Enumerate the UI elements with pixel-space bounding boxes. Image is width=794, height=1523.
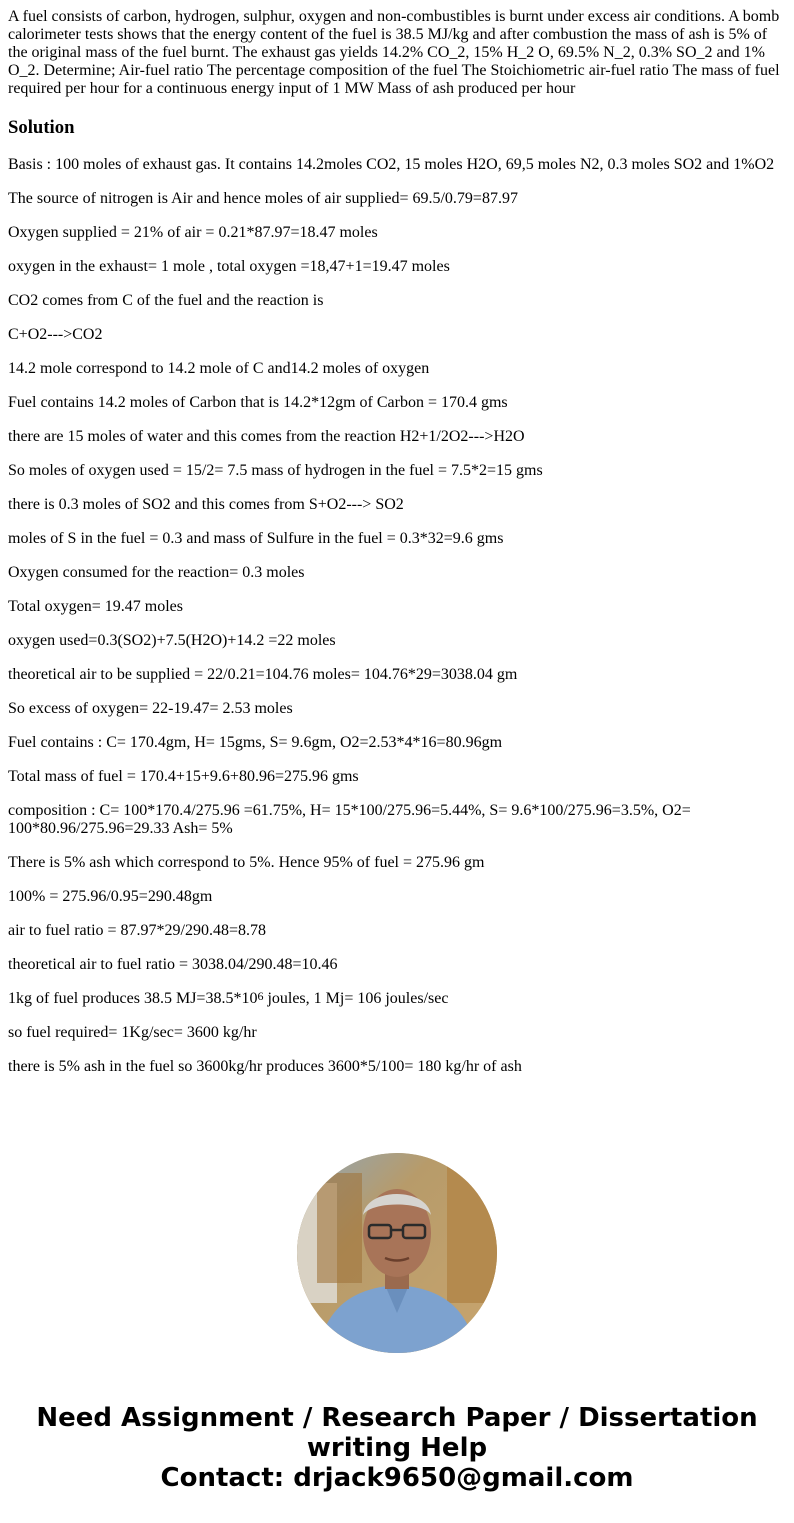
solution-step: There is 5% ash which correspond to 5%. Hence 95% of fuel = 275.96 gm (8, 854, 485, 871)
solution-step: Basis : 100 moles of exhaust gas. It contains 14.2moles CO2, 15 moles H2O, 69,5 moles N2, 0.3 moles SO2 and 1%O2 (8, 156, 775, 173)
question-text: A fuel consists of carbon, hydrogen, sulphur, oxygen and non-combustibles is burnt under excess air conditions. A bomb calorimeter tests shows that the energy content of the fuel is 38.5 MJ/kg and after combustion the mass of ash is 5% of the original mass of the fuel burnt. The exhaust gas yields 14.2% CO_2, 15% H_2 O, 69.5% N_2, 0.3% SO_2 and 1% O_2. Determine; Air-fuel ratio The percentage composition of the fuel The Stoichiometric air-fuel ratio The mass of fuel required per hour for a continuous energy input of 1 MW Mass of ash produced per hour (8, 8, 780, 97)
solution-step: oxygen in the exhaust= 1 mole , total oxygen =18,47+1=19.47 moles (8, 258, 450, 275)
energy-text: 1kg of fuel produces 38.5 MJ=38.5*10 (8, 990, 258, 1007)
solution-step: C+O2--->CO2 (8, 326, 103, 343)
energy-step (8, 990, 784, 1008)
solution-step: air to fuel ratio = 87.97*29/290.48=8.78 (8, 922, 267, 939)
solution-steps (8, 156, 784, 1076)
energy-exponent: 6 (257, 989, 264, 1003)
solution-step: 100% = 275.96/0.95=290.48gm (8, 888, 213, 905)
solution-step: theoretical air to fuel ratio = 3038.04/290.48=10.46 (8, 956, 338, 973)
footer-line: Need Assignment / Research Paper / Dissertation (36, 1403, 758, 1433)
solution-step: Oxygen supplied = 21% of air = 0.21*87.97=18.47 moles (8, 224, 378, 241)
solution-step: composition : C= 100*170.4/275.96 =61.75%, H= 15*100/275.96=5.44%, S= 9.6*100/275.96=3.5%, O2= 100*80.96/275.96=29.33 Ash= 5% (8, 802, 691, 837)
solution-step: so fuel required= 1Kg/sec= 3600 kg/hr (8, 1024, 257, 1041)
solution-heading: Solution (8, 117, 75, 138)
solution-step: CO2 comes from C of the fuel and the reaction is (8, 292, 324, 309)
solution-step: moles of S in the fuel = 0.3 and mass of Sulfure in the fuel = 0.3*32=9.6 gms (8, 530, 504, 547)
solution-step: theoretical air to be supplied = 22/0.21=104.76 moles= 104.76*29=3038.04 gm (8, 666, 518, 683)
solution-step: So moles of oxygen used = 15/2= 7.5 mass of hydrogen in the fuel = 7.5*2=15 gms (8, 462, 543, 479)
solution-step: Total oxygen= 19.47 moles (8, 598, 183, 615)
solution-step: The source of nitrogen is Air and hence moles of air supplied= 69.5/0.79=87.97 (8, 190, 518, 207)
avatar (297, 1153, 497, 1353)
solution-step: Oxygen consumed for the reaction= 0.3 moles (8, 564, 305, 581)
solution-step: oxygen used=0.3(SO2)+7.5(H2O)+14.2 =22 moles (8, 632, 336, 649)
solution-step: 14.2 mole correspond to 14.2 mole of C and14.2 moles of oxygen (8, 360, 430, 377)
person-portrait-icon (297, 1153, 497, 1353)
footer-contact: Contact: drjack9650@gmail.com (160, 1463, 634, 1493)
solution-step: there is 5% ash in the fuel so 3600kg/hr produces 3600*5/100= 180 kg/hr of ash (8, 1058, 522, 1075)
solution-step: there are 15 moles of water and this comes from the reaction H2+1/2O2--->H2O (8, 428, 525, 445)
solution-step: there is 0.3 moles of SO2 and this comes from S+O2---> SO2 (8, 496, 404, 513)
solution-step: Fuel contains : C= 170.4gm, H= 15gms, S= 9.6gm, O2=2.53*4*16=80.96gm (8, 734, 503, 751)
solution-step: Fuel contains 14.2 moles of Carbon that is 14.2*12gm of Carbon = 170.4 gms (8, 394, 508, 411)
document-content (8, 8, 784, 1076)
footer-banner (0, 1403, 794, 1493)
footer-line: writing Help (306, 1433, 488, 1463)
solution-step: Total mass of fuel = 170.4+15+9.6+80.96=275.96 gms (8, 768, 359, 785)
energy-text-after: joules, 1 Mj= 106 joules/sec (263, 990, 449, 1007)
solution-step: So excess of oxygen= 22-19.47= 2.53 moles (8, 700, 293, 717)
